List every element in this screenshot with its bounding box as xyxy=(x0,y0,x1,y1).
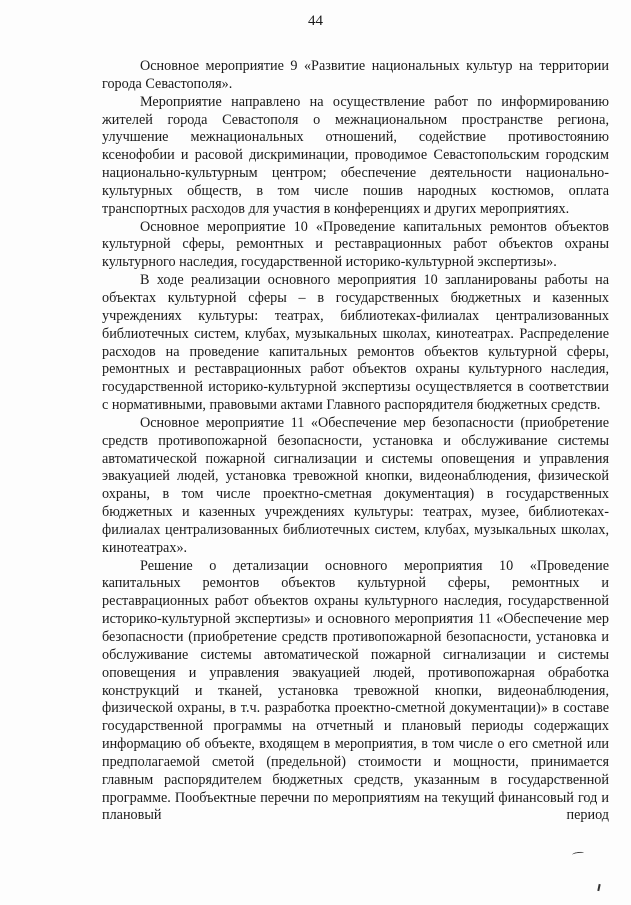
paragraph-detailing-decision: Решение о детализации основного мероприятия 10 «Проведение капитальных ремонтов объектов культурной сферы, ремонтных и реставрационных работ объектов охраны культурного наследия, государственной историко-культурной экспертизы» и основного мероприятия 11 «Обеспечение мер безопасности (приобретение средств противопожарной безопасности, установка и обслуживание системы автоматической пожарной сигнализации и системы оповещения и управления эвакуацией людей, противопожарная обработка конструкций и тканей, установка тревожной кнопки, видеонаблюдения, физической охраны, в т.ч. разработка проектно-сметной документации)» в составе государственной программы на отчетный и плановый периоды содержащих информацию об объекте, входящем в мероприятия, в том числе о его сметной или предполагаемой сметой (предельной) стоимости и мощности, принимается главным распорядителем бюджетных средств, указанным в государственной программе. Пообъектные перечни по мероприятиям на текущий финансовый год и плановый период xyxy=(102,557,609,824)
document-body xyxy=(102,58,609,825)
paragraph-event-10-description: В ходе реализации основного мероприятия 10 запланированы работы на объектах культурной сферы – в государственных бюджетных и казенных учреждениях культуры: театрах, библиотеках-филиалах централизованных библиотечных систем, клубах, музыкальных школах, кинотеатрах. Распределение расходов на проведение капитальных ремонтов объектов культурной сферы, ремонтных и реставрационных работ объектов охраны культурного наследия, государственной историко-культурной экспертизы осуществляется в соответствии с нормативными, правовыми актами Главного распорядителя бюджетных средств. xyxy=(102,272,609,414)
paragraph-event-10: Основное мероприятие 10 «Проведение капитальных ремонтов объектов культурной сферы, ремонтных и реставрационных работ объектов охраны культурного наследия, государственной историко-культурной экспертизы». xyxy=(102,218,609,271)
paragraph-event-9: Основное мероприятие 9 «Развитие национальных культур на территории города Севастополя». xyxy=(102,58,609,92)
scan-mark xyxy=(572,851,584,857)
paragraph-event-11: Основное мероприятие 11 «Обеспечение мер безопасности (приобретение средств противопожарной безопасности, установка и обслуживание системы автоматической пожарной сигнализации и системы оповещения и управления эвакуацией людей, установка тревожной кнопки, видеонаблюдения, физической охраны, в том числе проектно-сметная документация) в государственных бюджетных и казенных учреждениях культуры: театрах, музее, библиотеках-филиалах централизованных библиотечных систем, клубах, музыкальных школах, кинотеатрах». xyxy=(102,414,609,556)
page-number: 44 xyxy=(308,13,323,29)
paragraph-event-9-description: Мероприятие направлено на осуществление работ по информированию жителей города Севастополя о межнациональном пространстве региона, улучшение межнациональных отношений, содействие противостоянию ксенофобии и расовой дискриминации, проводимое Севастопольским городским национально-культурным центром; обеспечение деятельности национально-культурных обществ, в том числе пошив народных костюмов, оплата транспортных расходов для участия в конференциях и других мероприятиях. xyxy=(102,93,609,217)
scan-mark xyxy=(597,884,600,891)
